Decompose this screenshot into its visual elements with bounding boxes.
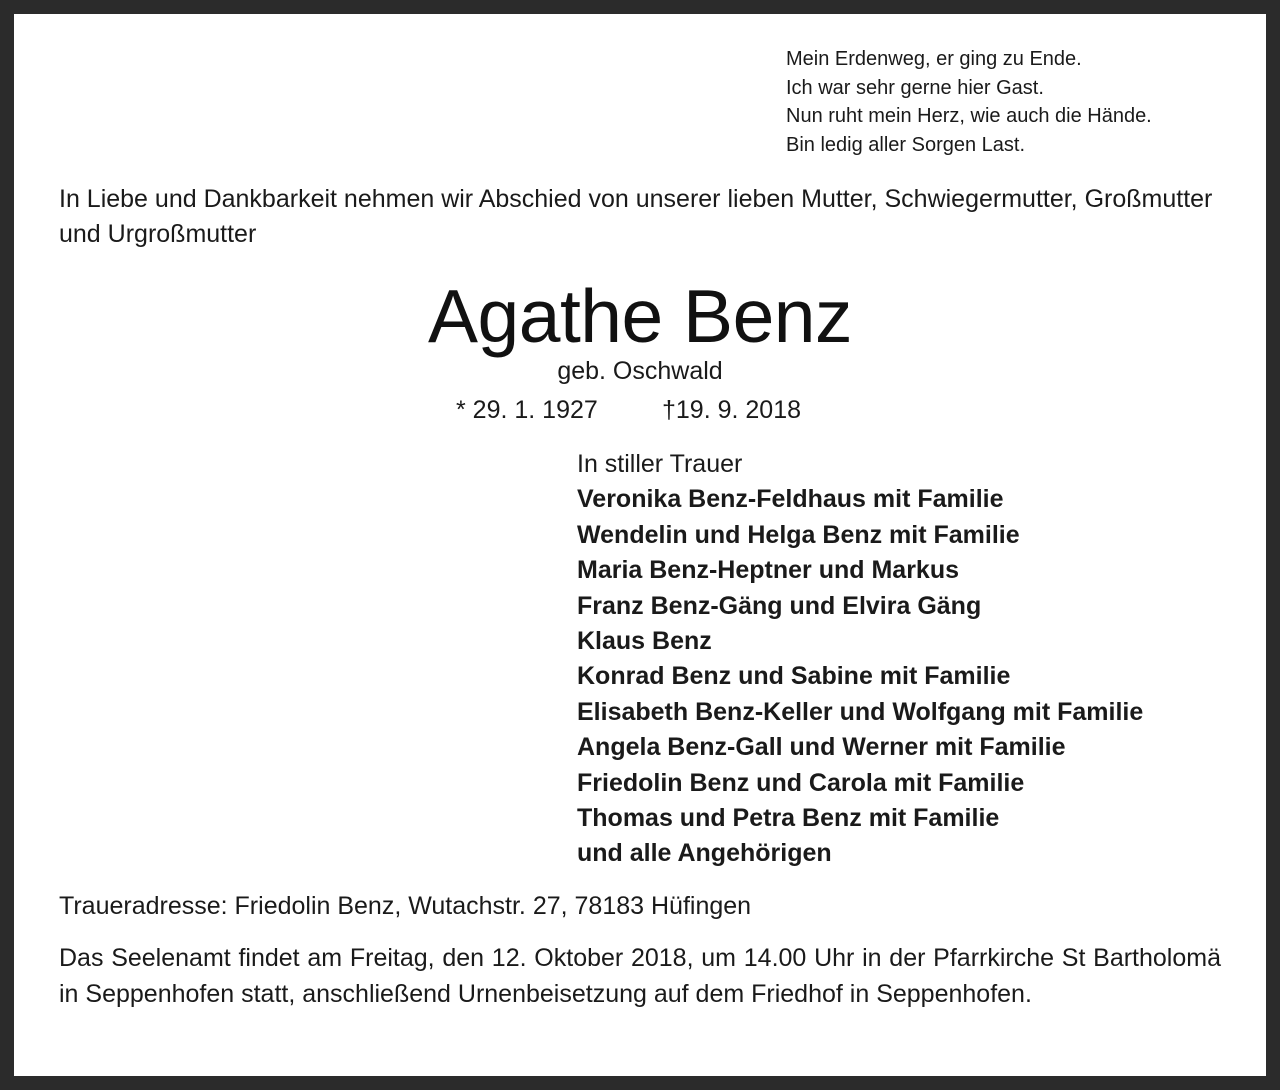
mourner-entry: Angela Benz-Gall und Werner mit Familie [577, 733, 1066, 762]
poem-line: Mein Erdenweg, er ging zu Ende. [786, 48, 1082, 70]
death-date: †19. 9. 2018 [662, 396, 802, 424]
mourner-entry: Veronika Benz-Feldhaus mit Familie [577, 485, 1004, 514]
mourner-entry: Klaus Benz [577, 627, 712, 656]
poem-line: Nun ruht mein Herz, wie auch die Hände. [786, 105, 1152, 127]
mourner-entry: Maria Benz-Heptner und Markus [577, 556, 960, 585]
poem [786, 45, 1152, 159]
mourners-lead: In stiller Trauer [577, 450, 743, 478]
mourner-entry: und alle Angehörigen [577, 839, 832, 868]
obituary-notice [14, 14, 1266, 1076]
mourners-list [577, 447, 1143, 872]
maiden-name: geb. Oschwald [557, 357, 723, 385]
poem-line: Bin ledig aller Sorgen Last. [786, 133, 1026, 156]
mourner-entry: Friedolin Benz und Carola mit Familie [577, 768, 1025, 797]
birth-date: * 29. 1. 1927 [456, 396, 598, 424]
mourner-entry: Wendelin und Helga Benz mit Familie [577, 520, 1020, 549]
intro-text: In Liebe und Dankbarkeit nehmen wir Abschied von unserer lieben Mutter, Schwiegermutter, Großmutter und Urgroßmutter [59, 185, 1213, 248]
mourner-entry: Konrad Benz und Sabine mit Familie [577, 662, 1011, 691]
deceased-name: Agathe Benz [428, 274, 852, 358]
mourner-entry: Elisabeth Benz-Keller und Wolfgang mit Familie [577, 697, 1144, 726]
service-info: Das Seelenamt findet am Freitag, den 12. Oktober 2018, um 14.00 Uhr in der Pfarrkirche St Bartholomä in Seppenhofen statt, anschließend Urnenbeisetzung auf dem Friedhof in Seppenhofen. [59, 944, 1221, 1008]
poem-line: Ich war sehr gerne hier Gast. [786, 76, 1044, 99]
mourner-entry: Thomas und Petra Benz mit Familie [577, 804, 1000, 833]
mourning-address: Traueradresse: Friedolin Benz, Wutachstr. 27, 78183 Hüfingen [59, 892, 752, 920]
mourner-entry: Franz Benz-Gäng und Elvira Gäng [577, 591, 982, 620]
